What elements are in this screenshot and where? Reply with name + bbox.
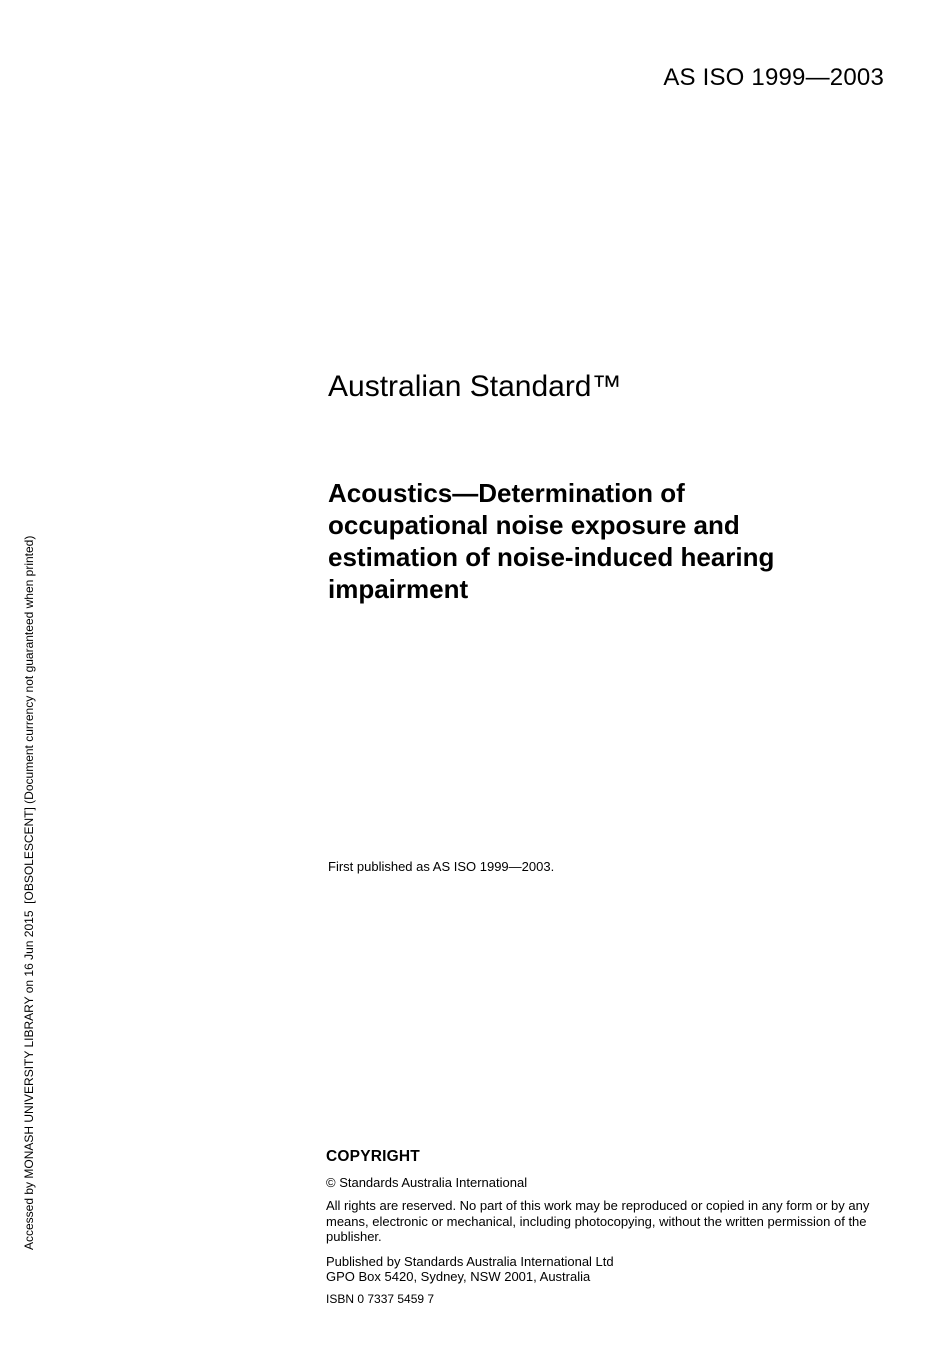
document-title-line: impairment: [328, 574, 469, 604]
document-title-line: estimation of noise-induced hearing: [328, 542, 775, 572]
standard-designation: AS ISO 1999—2003: [663, 64, 884, 91]
document-title: [328, 477, 774, 605]
copyright-section: [326, 1148, 891, 1306]
copyright-heading: COPYRIGHT: [326, 1148, 420, 1165]
copyright-rights-statement: All rights are reserved. No part of this work may be reproduced or copied in any form or by any means, electronic or mechanical, including photocopying, without the written permission of the publisher.: [326, 1198, 870, 1244]
publisher-name: Published by Standards Australia International Ltd: [326, 1253, 614, 1269]
first-published-note: First published as AS ISO 1999—2003.: [328, 859, 555, 874]
publisher-info: [326, 1254, 891, 1285]
library-access-watermark: Accessed by MONASH UNIVERSITY LIBRARY on 16 Jun 2015 [OBSOLESCENT] (Document currency not guaranteed when printed): [22, 535, 36, 1250]
brand-title: Australian Standard™: [328, 370, 622, 403]
document-title-line: occupational noise exposure and: [328, 510, 740, 540]
copyright-owner: © Standards Australia International: [326, 1175, 528, 1190]
publisher-address: GPO Box 5420, Sydney, NSW 2001, Australia: [326, 1269, 591, 1284]
isbn: ISBN 0 7337 5459 7: [326, 1291, 435, 1306]
document-title-line: Acoustics—Determination of: [328, 478, 685, 508]
